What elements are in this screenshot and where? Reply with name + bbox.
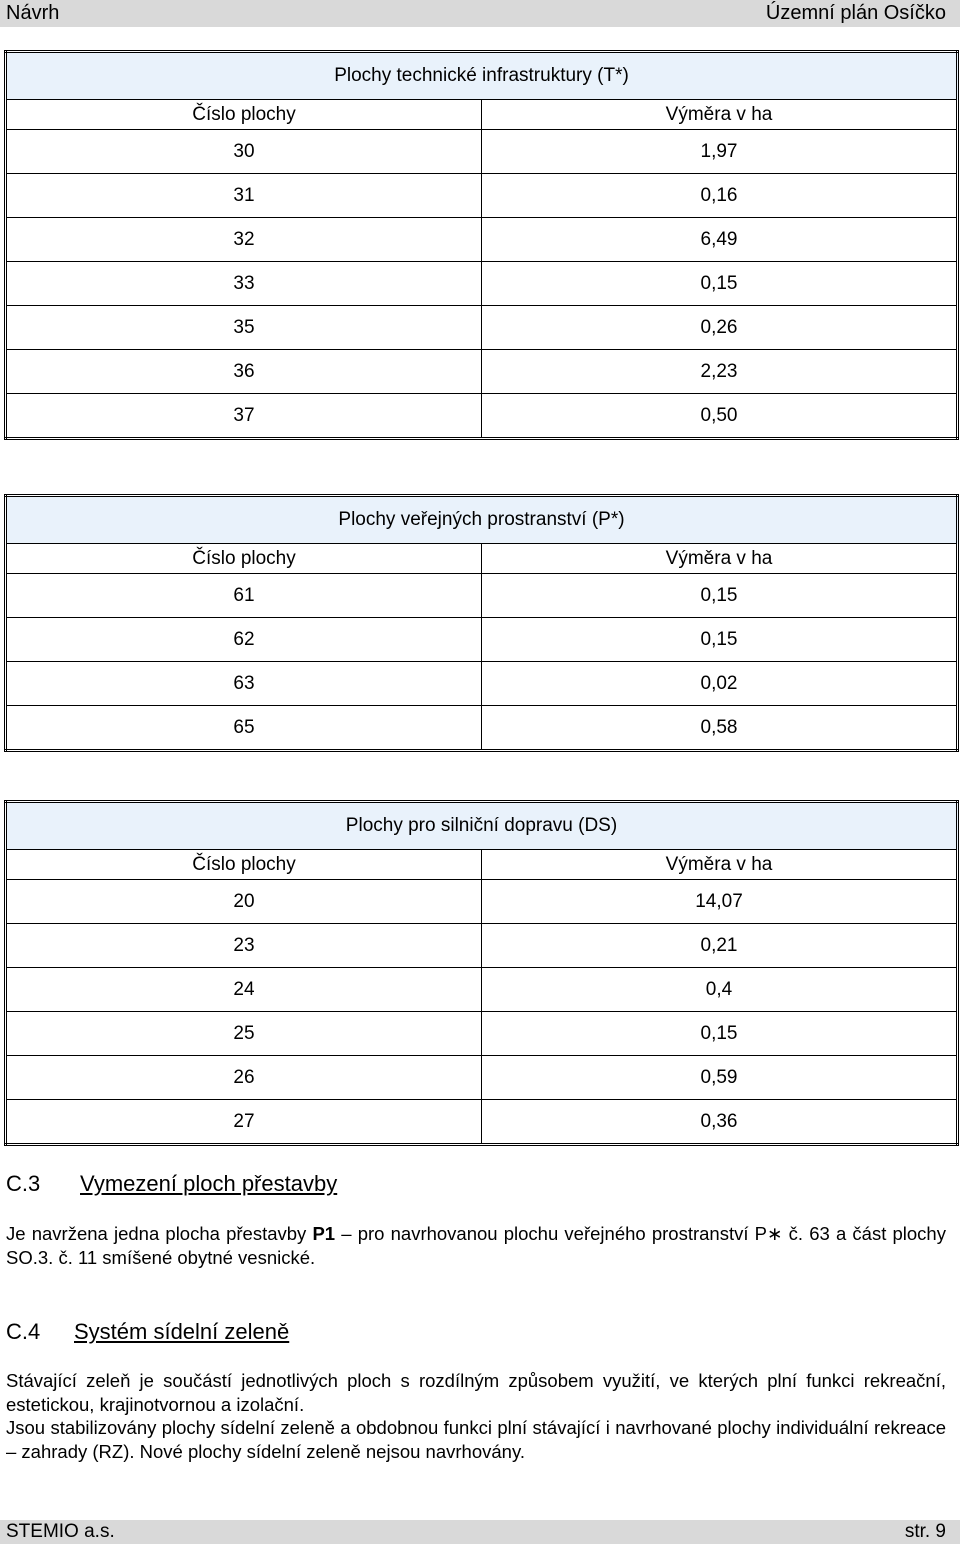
footer-page-number: str. 9	[904, 1521, 946, 1542]
column-header-area: Výměra v ha	[482, 850, 958, 880]
cell-area: 2,23	[482, 350, 958, 394]
cell-area: 0,15	[482, 618, 958, 662]
column-header-number: Číslo plochy	[6, 544, 482, 574]
table-row	[6, 1056, 958, 1100]
cell-number: 62	[6, 618, 482, 662]
cell-number: 32	[6, 218, 482, 262]
section-title: Systém sídelní zeleně	[74, 1319, 290, 1344]
section-c3-paragraph	[6, 1222, 946, 1270]
column-header-number: Číslo plochy	[6, 850, 482, 880]
column-header-number: Číslo plochy	[6, 100, 482, 130]
table-row	[6, 218, 958, 262]
table-row	[6, 924, 958, 968]
cell-area: 0,26	[482, 306, 958, 350]
cell-number: 20	[6, 880, 482, 924]
header-left: Návrh	[6, 2, 60, 24]
cell-area: 0,15	[482, 574, 958, 618]
section-heading-c4	[6, 1319, 289, 1345]
table-title: Plochy veřejných prostranství (P*)	[6, 496, 958, 544]
cell-area: 0,16	[482, 174, 958, 218]
paragraph-bold-term: P1	[312, 1223, 336, 1244]
column-header-area: Výměra v ha	[482, 100, 958, 130]
table-row	[6, 706, 958, 751]
cell-number: 24	[6, 968, 482, 1012]
table-row	[6, 968, 958, 1012]
cell-area: 0,59	[482, 1056, 958, 1100]
footer-left: STEMIO a.s.	[6, 1521, 115, 1542]
cell-area: 0,4	[482, 968, 958, 1012]
table-public-spaces	[4, 494, 959, 752]
table-row	[6, 306, 958, 350]
table-row	[6, 130, 958, 174]
cell-number: 33	[6, 262, 482, 306]
cell-area: 0,15	[482, 262, 958, 306]
header-right: Územní plán Osíčko	[765, 2, 946, 24]
cell-number: 35	[6, 306, 482, 350]
cell-number: 26	[6, 1056, 482, 1100]
table-road-transport	[4, 800, 959, 1146]
cell-area: 0,15	[482, 1012, 958, 1056]
cell-number: 23	[6, 924, 482, 968]
cell-number: 61	[6, 574, 482, 618]
paragraph-text-after: – pro navrhovanou plochu veřejného prostranství P∗ č. 63 a část plochy SO.3. č. 11 smíšené obytné vesnické.	[6, 1223, 946, 1268]
table-row	[6, 350, 958, 394]
section-number: C.4	[6, 1319, 41, 1344]
cell-area: 0,58	[482, 706, 958, 751]
table-row	[6, 1100, 958, 1145]
cell-number: 27	[6, 1100, 482, 1145]
cell-area: 0,02	[482, 662, 958, 706]
cell-area: 0,36	[482, 1100, 958, 1145]
table-row	[6, 662, 958, 706]
page-footer	[0, 1520, 960, 1544]
table-row	[6, 574, 958, 618]
cell-area: 0,50	[482, 394, 958, 439]
table-technical-infrastructure	[4, 50, 959, 440]
table-row	[6, 618, 958, 662]
table-row	[6, 174, 958, 218]
section-title: Vymezení ploch přestavby	[80, 1171, 338, 1196]
cell-number: 30	[6, 130, 482, 174]
paragraph-text-before: Je navržena jedna plocha přestavby	[6, 1223, 313, 1244]
cell-number: 63	[6, 662, 482, 706]
cell-number: 37	[6, 394, 482, 439]
page-header	[0, 0, 960, 27]
section-c4-paragraph-2: Jsou stabilizovány plochy sídelní zeleně a obdobnou funkci plní stávající i navrhované plochy individuální rekreace – zahrady (RZ). Nové plochy sídelní zeleně nejsou navrhovány.	[6, 1417, 946, 1462]
cell-area: 14,07	[482, 880, 958, 924]
cell-area: 6,49	[482, 218, 958, 262]
cell-area: 1,97	[482, 130, 958, 174]
column-header-area: Výměra v ha	[482, 544, 958, 574]
table-row	[6, 1012, 958, 1056]
table-row	[6, 262, 958, 306]
cell-number: 36	[6, 350, 482, 394]
table-title: Plochy pro silniční dopravu (DS)	[6, 802, 958, 850]
cell-area: 0,21	[482, 924, 958, 968]
section-number: C.3	[6, 1171, 41, 1196]
cell-number: 25	[6, 1012, 482, 1056]
table-title: Plochy technické infrastruktury (T*)	[6, 52, 958, 100]
cell-number: 31	[6, 174, 482, 218]
section-c4-paragraph-1: Stávající zeleň je součástí jednotlivých ploch s rozdílným způsobem využití, ve kterých plní funkci rekreační, estetickou, krajinotvornou a izolační.	[6, 1370, 946, 1415]
section-heading-c3	[6, 1171, 337, 1197]
cell-number: 65	[6, 706, 482, 751]
table-row	[6, 394, 958, 439]
table-row	[6, 880, 958, 924]
